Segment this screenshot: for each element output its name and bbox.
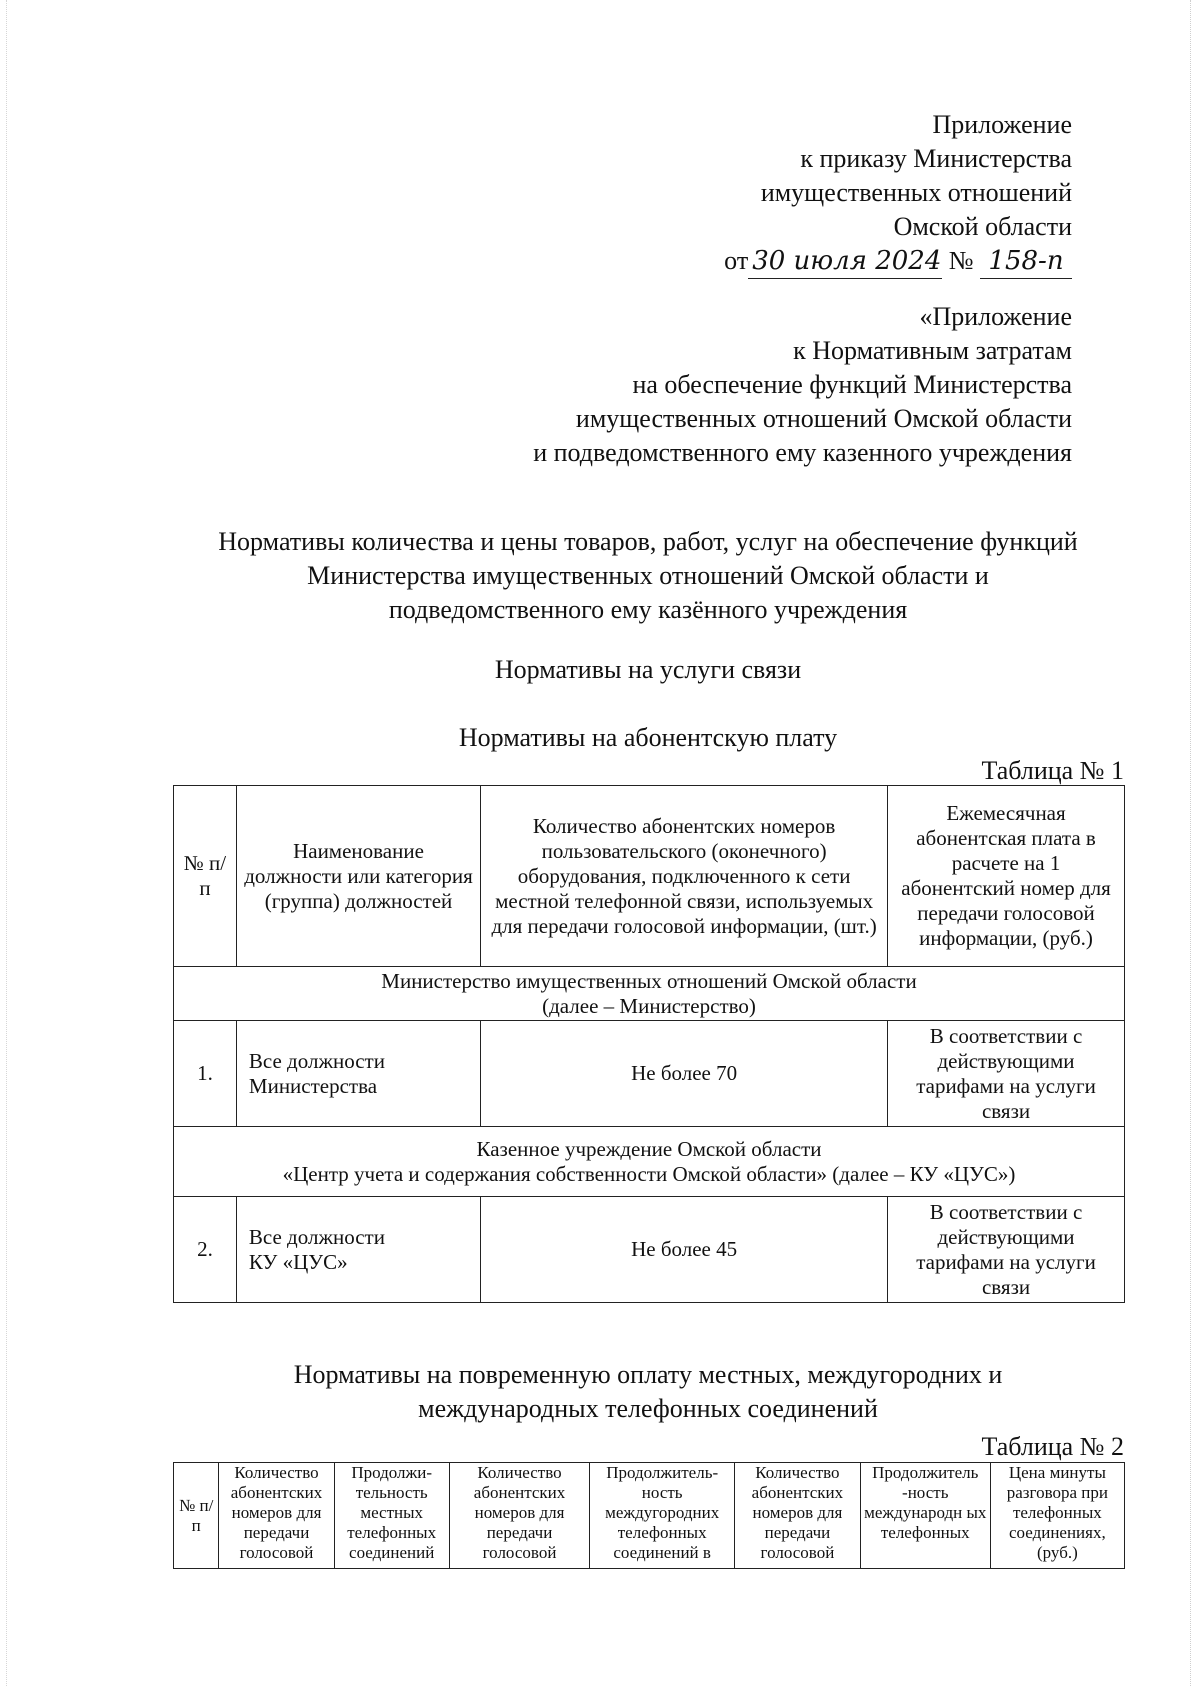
row-quantity: Не более 70 <box>481 1021 888 1127</box>
row-num: 2. <box>174 1197 237 1303</box>
header-monthly-fee: Ежемесячная абонентская плата в расчете на 1 абонентский номер для передачи голосовой информации, (руб.) <box>888 786 1125 967</box>
appendix-line: Приложение <box>932 110 1072 139</box>
t2-header-intl-duration: Продолжитель -ность международн ых телефонных <box>860 1463 990 1569</box>
scan-edge-right <box>1190 0 1192 1686</box>
table1-section-row <box>174 967 1125 1021</box>
section-heading-communication: Нормативы на услуги связи <box>494 655 802 684</box>
subscription-fee-table <box>173 785 1125 1303</box>
table1-header-row <box>174 786 1125 967</box>
section-heading-subscription-fee: Нормативы на абонентскую плату <box>458 723 838 752</box>
appendix2-line: имущественных отношений Омской области <box>575 404 1072 433</box>
section-ministry: Министерство имущественных отношений Омской области (далее – Министерство) <box>174 967 1125 1021</box>
table1-section-row <box>174 1127 1125 1197</box>
t2-header-longdistance-duration: Продолжитель-ность междугородних телефонных соединений в <box>590 1463 735 1569</box>
appendix2-line: на обеспечение функций Министерства <box>632 370 1072 399</box>
appendix-line: имущественных отношений <box>760 178 1072 207</box>
order-number-handwritten: 158-п <box>980 244 1072 279</box>
table2-label: Таблица № 2 <box>981 1432 1124 1461</box>
section-institution: Казенное учреждение Омской области «Центр учета и содержания собственности Омской области» (далее – КУ «ЦУС») <box>174 1127 1125 1197</box>
t2-header-intl-numbers: Количество абонентских номеров для передачи голосовой <box>735 1463 861 1569</box>
appendix-line: Омской области <box>893 212 1072 241</box>
appendix-header <box>724 108 1072 279</box>
title-line: Министерства имущественных отношений Омской области и <box>307 561 989 590</box>
table-row <box>174 1197 1125 1303</box>
appendix-to-norms <box>533 300 1072 470</box>
table1-label: Таблица № 1 <box>981 756 1124 785</box>
row-position: Все должности КУ «ЦУС» <box>236 1197 480 1303</box>
appendix2-line: и подведомственного ему казенного учреждения <box>533 438 1072 467</box>
t2-header-num: № п/п <box>174 1463 219 1569</box>
header-position: Наименование должности или категория (группа) должностей <box>236 786 480 967</box>
appendix2-line: «Приложение <box>919 302 1072 331</box>
header-quantity: Количество абонентских номеров пользовательского (оконечного) оборудования, подключенного к сети местной телефонной связи, используемых для передачи голосовой информации, (шт.) <box>481 786 888 967</box>
order-date-handwritten: 30 июля 2024 <box>748 244 942 279</box>
table-row <box>174 1021 1125 1127</box>
row-num: 1. <box>174 1021 237 1127</box>
t2-header-local-numbers: Количество абонентских номеров для передачи голосовой <box>219 1463 334 1569</box>
header-num: № п/п <box>174 786 237 967</box>
order-line <box>724 244 1072 279</box>
section-heading-call-charges: Нормативы на повременную оплату местных, междугородних и международных телефонных соединений <box>293 1360 1003 1423</box>
order-number-label: № <box>948 246 974 275</box>
appendix2-line: к Нормативным затратам <box>793 336 1072 365</box>
title-line: Нормативы количества и цены товаров, работ, услуг на обеспечение функций <box>218 527 1078 556</box>
t2-header-local-duration: Продолжи-тельность местных телефонных соединений <box>334 1463 449 1569</box>
row-quantity: Не более 45 <box>481 1197 888 1303</box>
row-position: Все должности Министерства <box>236 1021 480 1127</box>
call-charges-table <box>173 1462 1125 1569</box>
t2-header-price: Цена минуты разговора при телефонных соединениях, (руб.) <box>990 1463 1124 1569</box>
appendix-line: к приказу Министерства <box>800 144 1072 173</box>
row-price: В соответствии с действующими тарифами на услуги связи <box>888 1021 1125 1127</box>
row-price: В соответствии с действующими тарифами на услуги связи <box>888 1197 1125 1303</box>
t2-header-longdistance-numbers: Количество абонентских номеров для передачи голосовой <box>449 1463 590 1569</box>
table2-header-row <box>174 1463 1125 1569</box>
scan-edge-left <box>6 0 8 1686</box>
order-prefix: от <box>724 246 749 275</box>
document-title <box>168 525 1128 627</box>
title-line: подведомственного ему казённого учреждения <box>388 595 908 624</box>
